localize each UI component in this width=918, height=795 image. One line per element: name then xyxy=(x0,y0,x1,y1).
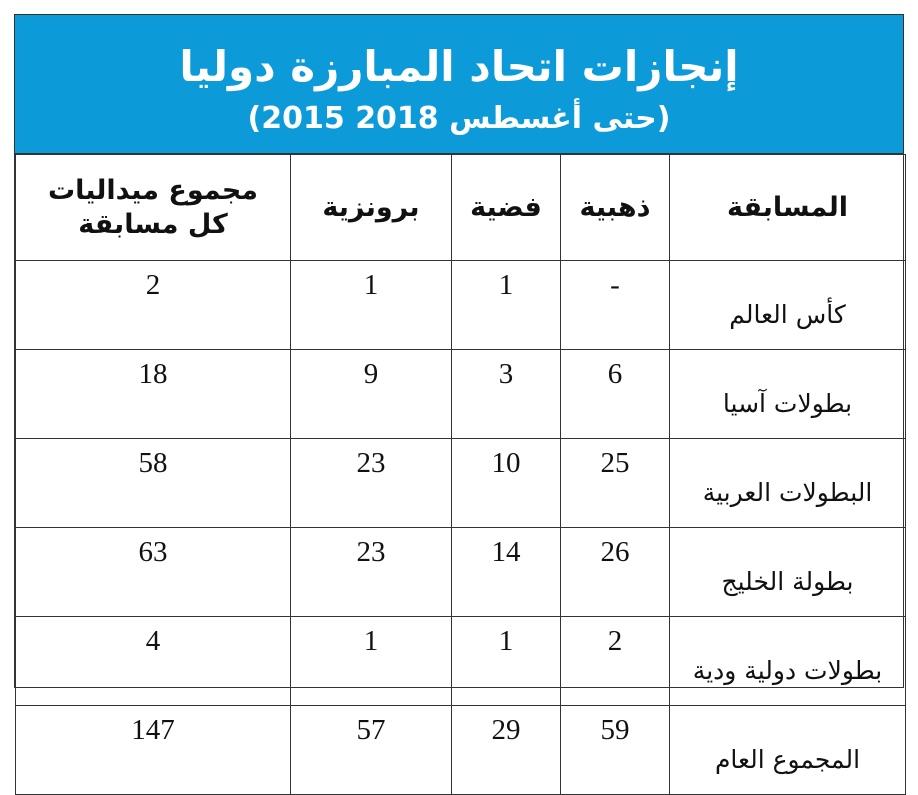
cell-silver: 14 xyxy=(452,528,561,617)
cell-competition: المجموع العام xyxy=(670,706,906,795)
cell-competition: بطولة الخليج xyxy=(670,528,906,617)
cell-total: 58 xyxy=(16,439,291,528)
table-row xyxy=(16,528,906,617)
cell-bronze: 23 xyxy=(291,439,452,528)
cell-bronze: 1 xyxy=(291,261,452,350)
cell-bronze: 9 xyxy=(291,350,452,439)
medals-table-card xyxy=(14,14,904,774)
cell-gold: 6 xyxy=(561,350,670,439)
cell-competition: بطولات آسيا xyxy=(670,350,906,439)
column-header-total-line2: كل مسابقة xyxy=(78,208,228,240)
column-header-total xyxy=(16,155,291,261)
cell-competition: بطولات دولية ودية xyxy=(670,617,906,706)
cell-bronze: 23 xyxy=(291,528,452,617)
table-row xyxy=(16,261,906,350)
cell-total: 2 xyxy=(16,261,291,350)
cell-gold: 25 xyxy=(561,439,670,528)
column-header-silver: فضية xyxy=(452,155,561,261)
table-header-row xyxy=(16,155,906,261)
column-header-gold: ذهبية xyxy=(561,155,670,261)
table-row xyxy=(16,439,906,528)
cell-competition: كأس العالم xyxy=(670,261,906,350)
cell-silver: 29 xyxy=(452,706,561,795)
column-header-total-line1: مجموع ميداليات xyxy=(47,174,259,206)
cell-total: 18 xyxy=(16,350,291,439)
cell-total: 4 xyxy=(16,617,291,706)
page-title: إنجازات اتحاد المبارزة دوليا xyxy=(179,42,739,91)
cell-bronze: 57 xyxy=(291,706,452,795)
cell-silver: 1 xyxy=(452,617,561,706)
cell-bronze: 1 xyxy=(291,617,452,706)
cell-gold: 59 xyxy=(561,706,670,795)
medals-table xyxy=(15,154,906,795)
table-header-banner xyxy=(15,15,903,154)
column-header-competition: المسابقة xyxy=(670,155,906,261)
column-header-bronze: برونزية xyxy=(291,155,452,261)
cell-gold: - xyxy=(561,261,670,350)
cell-silver: 10 xyxy=(452,439,561,528)
cell-silver: 3 xyxy=(452,350,561,439)
cell-total: 63 xyxy=(16,528,291,617)
cell-total: 147 xyxy=(16,706,291,795)
table-row-grand-total xyxy=(16,706,906,795)
page-subtitle: (2015 حتى أغسطس 2018) xyxy=(247,101,671,136)
cell-silver: 1 xyxy=(452,261,561,350)
cell-gold: 2 xyxy=(561,617,670,706)
cell-gold: 26 xyxy=(561,528,670,617)
table-row xyxy=(16,350,906,439)
table-row xyxy=(16,617,906,706)
cell-competition: البطولات العربية xyxy=(670,439,906,528)
